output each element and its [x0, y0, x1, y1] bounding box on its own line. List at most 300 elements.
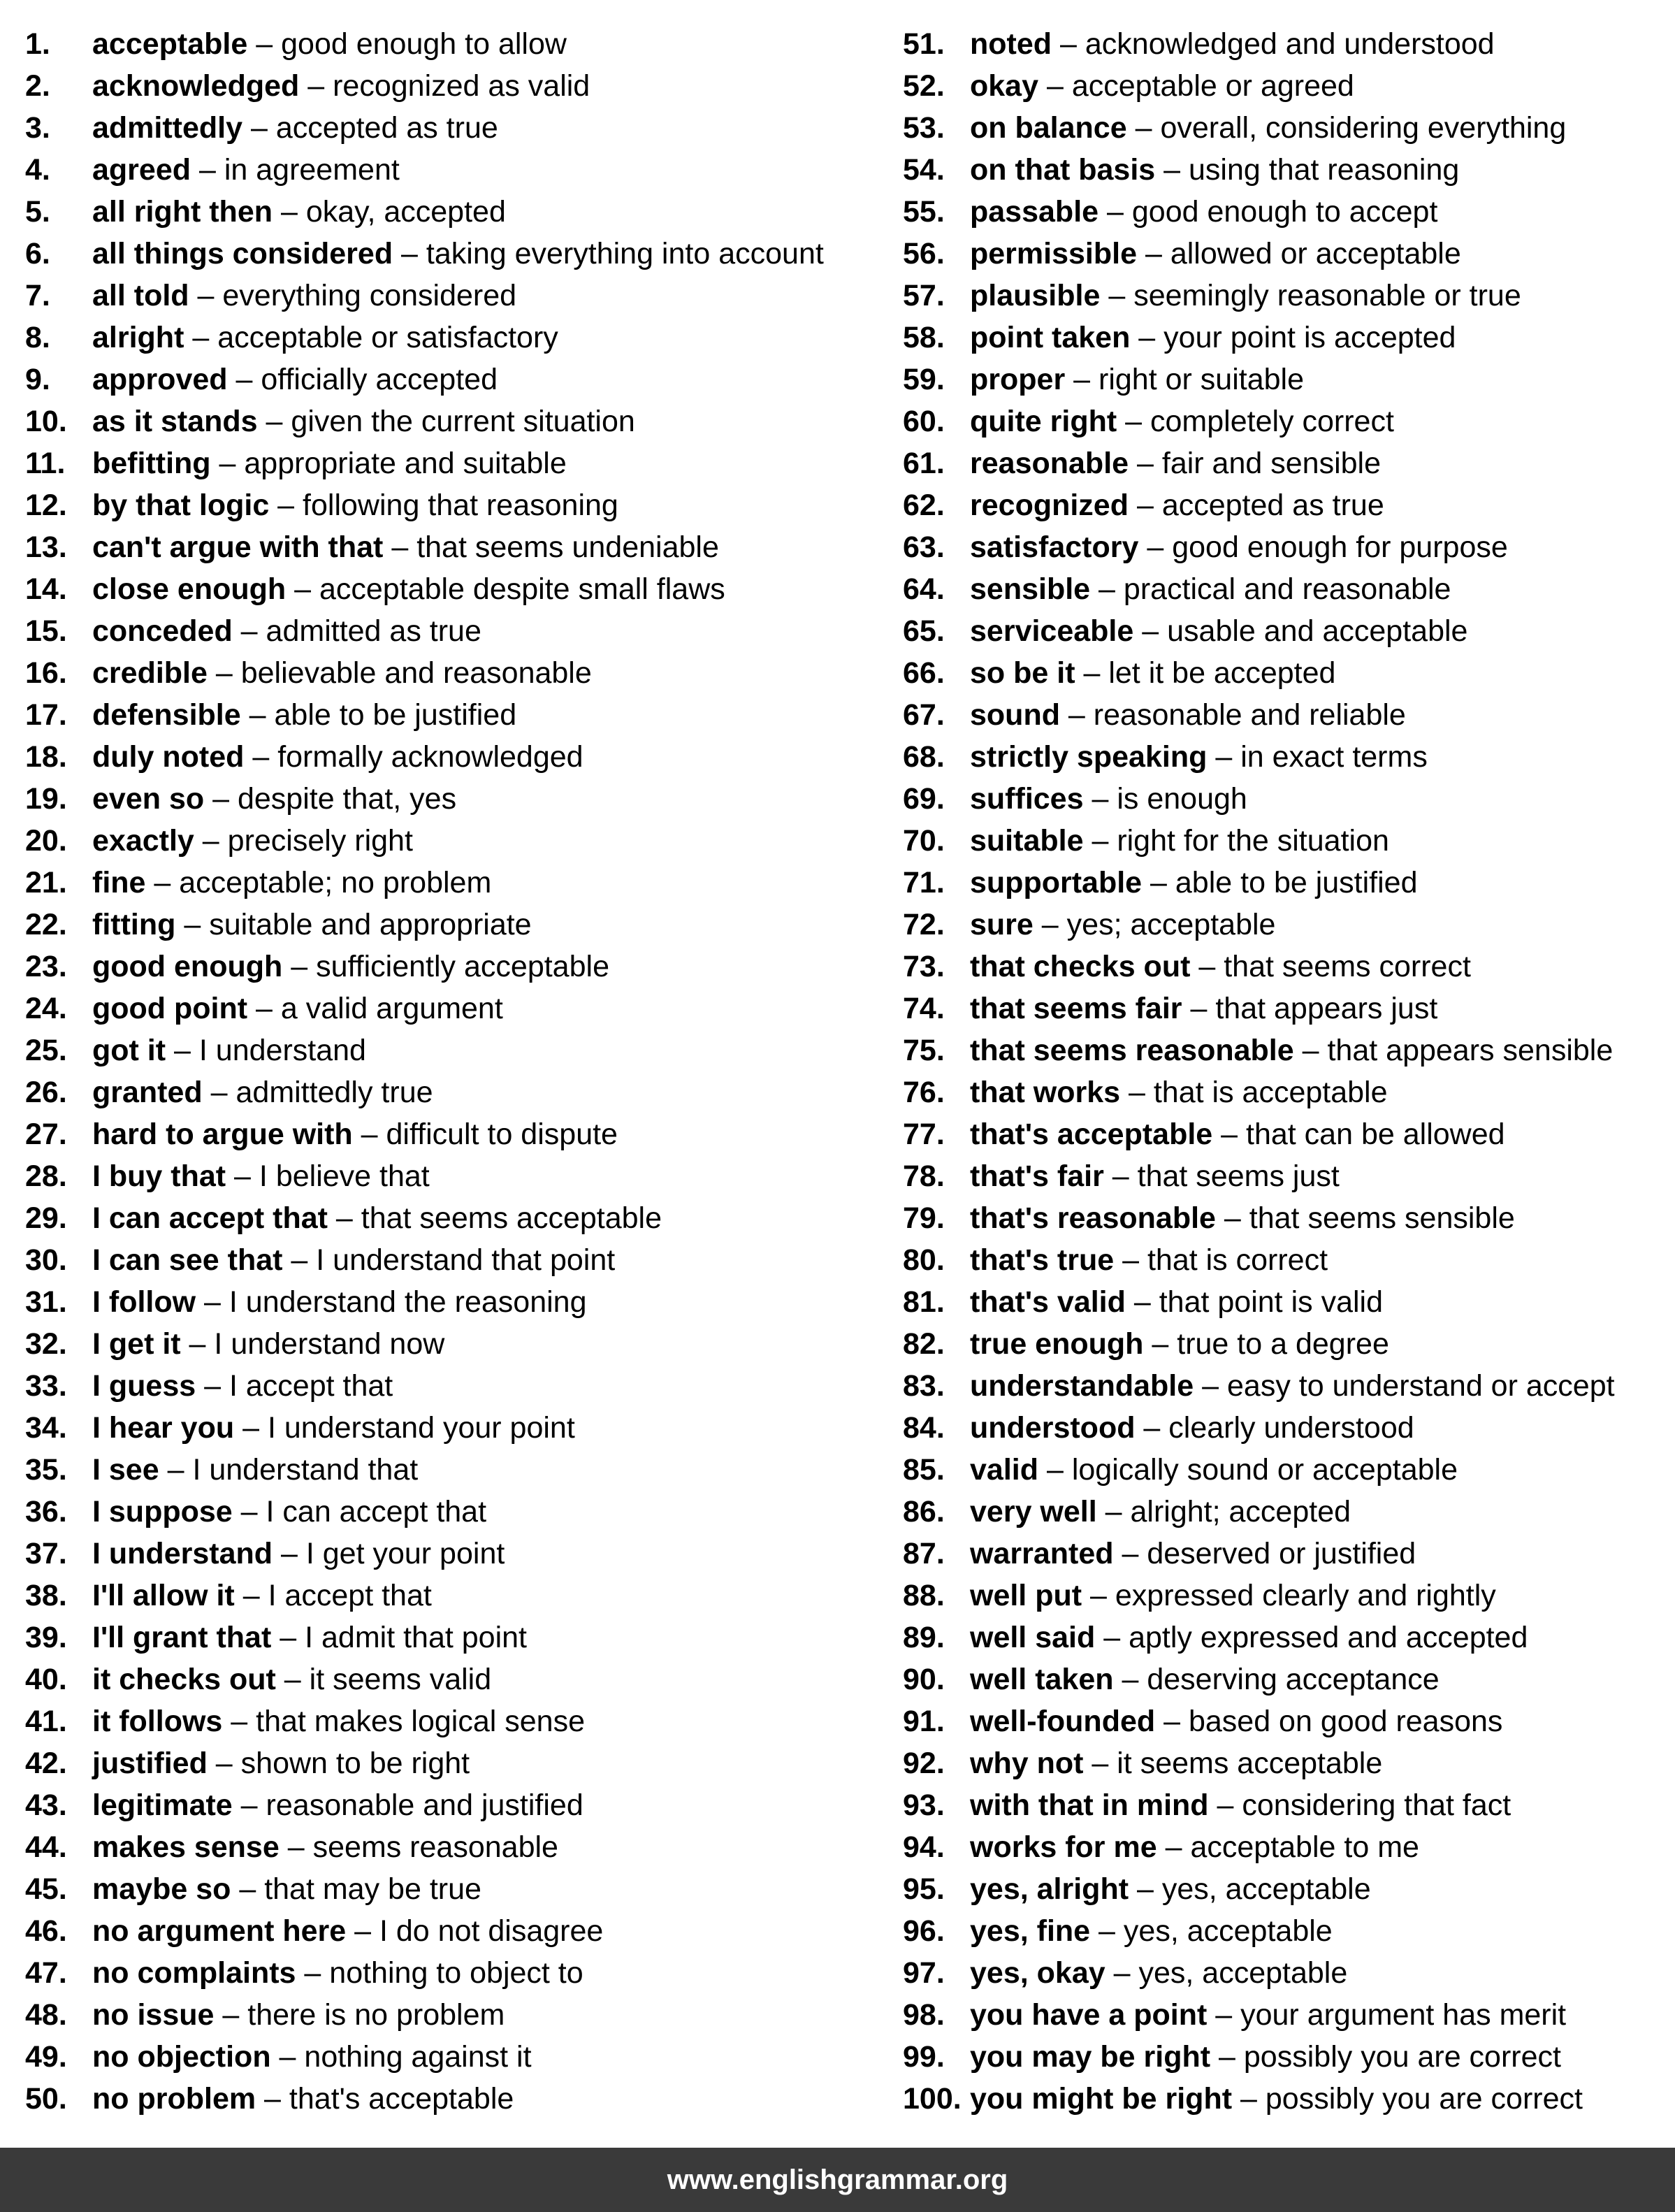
item-definition: I understand	[198, 1034, 366, 1067]
item-definition: that seems correct	[1224, 950, 1471, 983]
item-definition: that seems sensible	[1249, 1201, 1515, 1235]
item-term: with that in mind	[970, 1788, 1209, 1822]
item-number: 71.	[903, 866, 945, 899]
item-term: agreed	[92, 153, 191, 187]
item-term: it checks out	[92, 1663, 276, 1696]
item-separator: –	[1090, 1914, 1124, 1948]
list-item	[903, 736, 1675, 778]
item-term: fitting	[92, 908, 176, 941]
item-number: 32.	[25, 1327, 67, 1361]
item-definition: it seems acceptable	[1117, 1747, 1383, 1780]
list-item	[903, 191, 1675, 233]
item-term: that seems reasonable	[970, 1034, 1294, 1067]
item-definition: I accept that	[268, 1579, 432, 1612]
item-term: maybe so	[92, 1872, 231, 1906]
item-definition: I believe that	[259, 1159, 430, 1193]
item-definition: I do not disagree	[379, 1914, 604, 1948]
item-number: 27.	[25, 1118, 67, 1151]
item-separator: –	[189, 279, 223, 312]
item-definition: formally acknowledged	[277, 740, 583, 774]
item-number: 85.	[903, 1453, 945, 1487]
item-term: that works	[970, 1076, 1121, 1109]
item-definition: that seems undeniable	[416, 530, 719, 564]
item-separator: –	[271, 1621, 305, 1654]
item-definition: good enough for purpose	[1172, 530, 1508, 564]
item-separator: –	[175, 908, 210, 941]
item-term: hard to argue with	[92, 1118, 353, 1151]
item-separator: –	[1126, 111, 1161, 145]
list-item	[903, 1491, 1675, 1533]
item-definition: fair and sensible	[1161, 447, 1382, 480]
item-term: I guess	[92, 1369, 196, 1403]
item-separator: –	[226, 1159, 259, 1193]
item-term: permissible	[970, 237, 1137, 270]
item-term: very well	[970, 1495, 1097, 1528]
list-item	[25, 904, 871, 946]
list-item	[25, 778, 871, 820]
item-separator: –	[1105, 1956, 1139, 1990]
item-separator: –	[232, 614, 266, 648]
item-definition: reasonable and justified	[266, 1788, 583, 1822]
word-list-left-column	[25, 23, 871, 2120]
list-item	[25, 2078, 871, 2120]
item-term: you may be right	[970, 2040, 1211, 2074]
item-definition: despite that, yes	[237, 782, 457, 816]
item-definition: seems reasonable	[312, 1830, 558, 1864]
item-number: 80.	[903, 1243, 945, 1277]
item-number: 33.	[25, 1369, 67, 1403]
item-term: on that basis	[970, 153, 1156, 187]
item-definition: able to be justified	[1175, 866, 1418, 899]
item-separator: –	[1129, 489, 1162, 522]
list-item	[25, 1491, 871, 1533]
list-item	[25, 1826, 871, 1868]
item-separator: –	[1082, 1579, 1115, 1612]
item-number: 89.	[903, 1621, 945, 1654]
item-separator: –	[1182, 992, 1216, 1025]
item-number: 42.	[25, 1747, 67, 1780]
list-item	[903, 442, 1675, 484]
list-item	[903, 820, 1675, 862]
item-separator: –	[232, 1495, 266, 1528]
list-item	[25, 694, 871, 736]
item-separator: –	[207, 1747, 241, 1780]
list-item	[25, 862, 871, 904]
item-separator: –	[191, 153, 224, 187]
item-number: 19.	[25, 782, 67, 816]
item-number: 72.	[903, 908, 945, 941]
item-term: you have a point	[970, 1998, 1208, 2032]
item-number: 62.	[903, 489, 945, 522]
item-definition: I understand now	[214, 1327, 445, 1361]
list-item	[903, 1449, 1675, 1491]
item-term: no problem	[92, 2082, 256, 2116]
list-item	[903, 233, 1675, 275]
list-item	[25, 946, 871, 988]
item-definition: I understand the reasoning	[229, 1285, 587, 1319]
list-item	[903, 1575, 1675, 1617]
item-definition: true to a degree	[1177, 1327, 1389, 1361]
item-definition: admitted as true	[266, 614, 481, 648]
item-separator: –	[273, 195, 306, 229]
item-separator: –	[1100, 279, 1134, 312]
item-number: 38.	[25, 1579, 67, 1612]
list-item	[903, 862, 1675, 904]
item-number: 18.	[25, 740, 67, 774]
item-number: 31.	[25, 1285, 67, 1319]
item-number: 24.	[25, 992, 67, 1025]
item-separator: –	[256, 2082, 289, 2116]
list-item	[25, 1994, 871, 2036]
item-term: no complaints	[92, 1956, 296, 1990]
item-term: got it	[92, 1034, 166, 1067]
item-term: quite right	[970, 405, 1117, 438]
footer-url[interactable]: www.englishgrammar.org	[667, 2164, 1008, 2195]
item-definition: I get your point	[305, 1537, 505, 1570]
item-definition: accepted as true	[275, 111, 498, 145]
item-definition: right or suitable	[1098, 363, 1304, 396]
list-item	[25, 1952, 871, 1994]
item-definition: able to be justified	[274, 698, 517, 732]
item-term: point taken	[970, 321, 1131, 354]
item-definition: practical and reasonable	[1123, 572, 1451, 606]
item-separator: –	[145, 866, 180, 899]
list-item	[25, 442, 871, 484]
item-term: it follows	[92, 1705, 223, 1738]
item-number: 69.	[903, 782, 945, 816]
item-separator: –	[1098, 195, 1132, 229]
item-term: I'll grant that	[92, 1621, 272, 1654]
item-term: suitable	[970, 824, 1084, 858]
list-item	[903, 1323, 1675, 1365]
list-item	[25, 107, 871, 149]
list-item	[25, 191, 871, 233]
item-definition: believable and reasonable	[240, 656, 592, 690]
item-number: 100.	[903, 2082, 962, 2116]
item-term: that's reasonable	[970, 1201, 1216, 1235]
item-term: I can accept that	[92, 1201, 328, 1235]
item-number: 99.	[903, 2040, 945, 2074]
item-number: 21.	[25, 866, 67, 899]
item-definition: that is correct	[1147, 1243, 1328, 1277]
item-term: conceded	[92, 614, 233, 648]
item-term: so be it	[970, 656, 1075, 690]
list-item	[903, 526, 1675, 568]
item-number: 49.	[25, 2040, 67, 2074]
item-number: 81.	[903, 1285, 945, 1319]
list-item	[25, 1365, 871, 1407]
item-separator: –	[231, 1872, 265, 1906]
item-number: 70.	[903, 824, 945, 858]
item-term: that's valid	[970, 1285, 1126, 1319]
item-separator: –	[184, 321, 218, 354]
item-definition: that's acceptable	[289, 2082, 514, 2116]
item-number: 48.	[25, 1998, 67, 2032]
item-separator: –	[1059, 698, 1094, 732]
item-term: suffices	[970, 782, 1084, 816]
item-number: 88.	[903, 1579, 945, 1612]
item-number: 84.	[903, 1411, 945, 1445]
item-separator: –	[1212, 1118, 1247, 1151]
item-number: 45.	[25, 1872, 67, 1906]
item-term: proper	[970, 363, 1066, 396]
item-number: 25.	[25, 1034, 67, 1067]
item-number: 13.	[25, 530, 67, 564]
list-item	[25, 988, 871, 1029]
item-term: I follow	[92, 1285, 196, 1319]
item-number: 8.	[25, 321, 50, 354]
list-item	[25, 1910, 871, 1952]
item-definition: your point is accepted	[1163, 321, 1456, 354]
list-item	[25, 275, 871, 317]
list-item	[903, 568, 1675, 610]
item-number: 20.	[25, 824, 67, 858]
item-term: by that logic	[92, 489, 270, 522]
item-number: 47.	[25, 1956, 67, 1990]
item-number: 60.	[903, 405, 945, 438]
item-term: makes sense	[92, 1830, 280, 1864]
item-term: plausible	[970, 279, 1101, 312]
item-definition: admittedly true	[235, 1076, 433, 1109]
item-separator: –	[1083, 782, 1117, 816]
item-definition: deserved or justified	[1147, 1537, 1416, 1570]
list-item	[903, 1407, 1675, 1449]
item-term: even so	[92, 782, 205, 816]
list-item	[25, 1071, 871, 1113]
item-definition: reasonable and reliable	[1093, 698, 1406, 732]
item-definition: possibly you are correct	[1243, 2040, 1561, 2074]
item-definition: alright; accepted	[1130, 1495, 1351, 1528]
item-separator: –	[1143, 1327, 1177, 1361]
list-item	[903, 988, 1675, 1029]
item-separator: –	[234, 1579, 268, 1612]
item-separator: –	[1207, 740, 1241, 774]
list-item	[903, 275, 1675, 317]
item-definition: acceptable or agreed	[1071, 69, 1354, 103]
item-term: justified	[92, 1747, 208, 1780]
item-separator: –	[204, 782, 238, 816]
list-item	[903, 1910, 1675, 1952]
item-separator: –	[1090, 572, 1124, 606]
item-definition: following that reasoning	[303, 489, 618, 522]
item-separator: –	[327, 1201, 361, 1235]
item-number: 17.	[25, 698, 67, 732]
item-separator: –	[279, 1830, 313, 1864]
item-separator: –	[1129, 447, 1162, 480]
item-term: sound	[970, 698, 1060, 732]
item-number: 26.	[25, 1076, 67, 1109]
list-item	[25, 1323, 871, 1365]
item-separator: –	[242, 111, 276, 145]
item-separator: –	[1113, 1663, 1147, 1696]
list-item	[903, 694, 1675, 736]
item-number: 51.	[903, 27, 945, 61]
item-definition: acknowledged and understood	[1085, 27, 1495, 61]
item-definition: your argument has merit	[1240, 1998, 1567, 2032]
item-number: 82.	[903, 1327, 945, 1361]
item-number: 37.	[25, 1537, 67, 1570]
list-item	[903, 484, 1675, 526]
list-item	[903, 610, 1675, 652]
item-definition: acceptable to me	[1190, 1830, 1419, 1864]
item-separator: –	[270, 2040, 305, 2074]
item-term: yes, alright	[970, 1872, 1129, 1906]
item-definition: taking everything into account	[426, 237, 824, 270]
item-definition: in exact terms	[1240, 740, 1428, 774]
item-term: as it stands	[92, 405, 258, 438]
item-number: 3.	[25, 111, 50, 145]
item-term: okay	[970, 69, 1039, 103]
item-separator: –	[296, 1956, 330, 1990]
item-number: 22.	[25, 908, 67, 941]
list-item	[25, 1575, 871, 1617]
item-number: 73.	[903, 950, 945, 983]
list-item	[25, 526, 871, 568]
item-definition: suitable and appropriate	[209, 908, 532, 941]
item-number: 35.	[25, 1453, 67, 1487]
item-term: serviceable	[970, 614, 1134, 648]
item-term: credible	[92, 656, 208, 690]
item-number: 55.	[903, 195, 945, 229]
item-separator: –	[1129, 1872, 1162, 1906]
item-separator: –	[1083, 824, 1117, 858]
item-definition: expressed clearly and rightly	[1115, 1579, 1496, 1612]
item-separator: –	[346, 1914, 379, 1948]
item-number: 94.	[903, 1830, 945, 1864]
item-number: 90.	[903, 1663, 945, 1696]
item-number: 78.	[903, 1159, 945, 1193]
item-definition: using that reasoning	[1189, 153, 1460, 187]
item-separator: –	[1083, 1747, 1117, 1780]
list-item	[903, 400, 1675, 442]
list-item	[903, 652, 1675, 694]
item-term: fine	[92, 866, 146, 899]
list-item	[25, 23, 871, 65]
item-definition: difficult to dispute	[386, 1118, 618, 1151]
item-term: good enough	[92, 950, 283, 983]
item-term: that seems fair	[970, 992, 1182, 1025]
item-separator: –	[232, 1788, 266, 1822]
item-number: 83.	[903, 1369, 945, 1403]
item-definition: completely correct	[1150, 405, 1394, 438]
item-definition: nothing to object to	[329, 1956, 583, 1990]
item-number: 68.	[903, 740, 945, 774]
item-term: warranted	[970, 1537, 1114, 1570]
item-separator: –	[166, 1034, 199, 1067]
list-item	[25, 233, 871, 275]
item-separator: –	[352, 1118, 386, 1151]
item-term: on balance	[970, 111, 1127, 145]
item-number: 58.	[903, 321, 945, 354]
item-separator: –	[1052, 27, 1085, 61]
item-definition: I accept that	[229, 1369, 393, 1403]
item-definition: that is acceptable	[1153, 1076, 1388, 1109]
item-number: 74.	[903, 992, 945, 1025]
list-item	[903, 23, 1675, 65]
item-definition: good enough to allow	[281, 27, 567, 61]
item-definition: right for the situation	[1117, 824, 1389, 858]
item-definition: accepted as true	[1161, 489, 1384, 522]
item-definition: okay, accepted	[305, 195, 506, 229]
item-separator: –	[194, 824, 228, 858]
item-number: 77.	[903, 1118, 945, 1151]
list-item	[903, 1239, 1675, 1281]
item-number: 36.	[25, 1495, 67, 1528]
item-separator: –	[222, 1705, 256, 1738]
item-term: all things considered	[92, 237, 393, 270]
list-item	[25, 2036, 871, 2078]
item-term: granted	[92, 1076, 203, 1109]
list-item	[25, 1533, 871, 1575]
item-number: 63.	[903, 530, 945, 564]
item-term: I get it	[92, 1327, 181, 1361]
list-item	[903, 65, 1675, 107]
list-item	[903, 946, 1675, 988]
list-item	[903, 1029, 1675, 1071]
list-item	[903, 2036, 1675, 2078]
item-separator: –	[257, 405, 291, 438]
item-definition: logically sound or acceptable	[1071, 1453, 1458, 1487]
item-number: 64.	[903, 572, 945, 606]
list-item	[903, 2078, 1675, 2120]
list-item	[25, 1113, 871, 1155]
item-definition: is enough	[1117, 782, 1247, 816]
item-number: 16.	[25, 656, 67, 690]
item-number: 50.	[25, 2082, 67, 2116]
list-item	[903, 107, 1675, 149]
item-separator: –	[1114, 1243, 1147, 1277]
item-term: strictly speaking	[970, 740, 1208, 774]
item-separator: –	[247, 992, 281, 1025]
item-number: 95.	[903, 1872, 945, 1906]
item-term: passable	[970, 195, 1099, 229]
item-separator: –	[393, 237, 426, 270]
item-separator: –	[1208, 1788, 1242, 1822]
item-term: acknowledged	[92, 69, 300, 103]
item-term: I can see that	[92, 1243, 283, 1277]
item-separator: –	[247, 27, 282, 61]
item-number: 57.	[903, 279, 945, 312]
item-term: sure	[970, 908, 1034, 941]
item-number: 30.	[25, 1243, 67, 1277]
list-item	[25, 1155, 871, 1197]
item-definition: there is no problem	[247, 1998, 505, 2032]
item-number: 96.	[903, 1914, 945, 1948]
item-definition: yes, acceptable	[1123, 1914, 1333, 1948]
item-definition: appropriate and suitable	[244, 447, 567, 480]
list-item	[25, 1029, 871, 1071]
item-definition: yes, acceptable	[1138, 1956, 1348, 1990]
item-definition: that appears sensible	[1327, 1034, 1614, 1067]
item-number: 59.	[903, 363, 945, 396]
item-separator: –	[244, 740, 278, 774]
item-number: 92.	[903, 1747, 945, 1780]
item-number: 52.	[903, 69, 945, 103]
item-definition: acceptable; no problem	[179, 866, 492, 899]
list-item	[25, 610, 871, 652]
list-item	[903, 1617, 1675, 1658]
item-term: noted	[970, 27, 1052, 61]
item-separator: –	[1135, 1411, 1169, 1445]
item-term: I understand	[92, 1537, 273, 1570]
item-separator: –	[1103, 1159, 1138, 1193]
item-separator: –	[1120, 1076, 1154, 1109]
item-separator: –	[1210, 2040, 1244, 2074]
item-term: that checks out	[970, 950, 1191, 983]
item-number: 28.	[25, 1159, 67, 1193]
item-separator: –	[1095, 1621, 1129, 1654]
item-number: 76.	[903, 1076, 945, 1109]
